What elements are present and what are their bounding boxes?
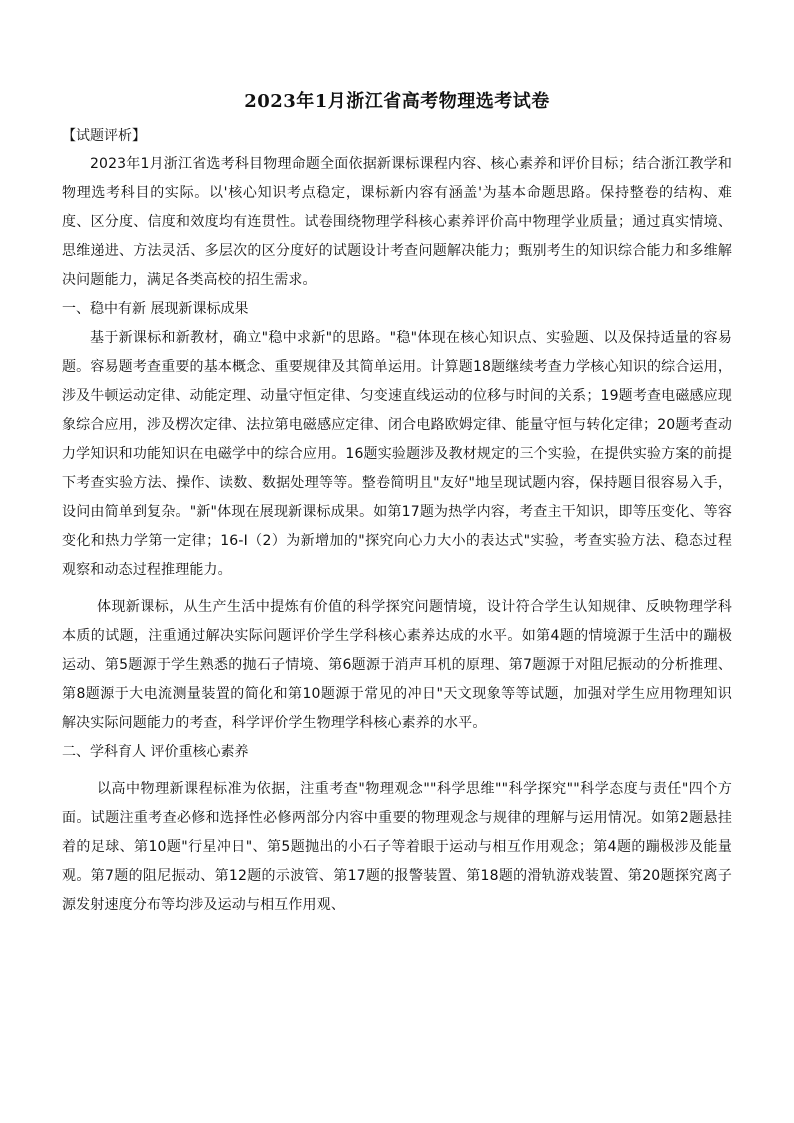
section1-paragraph-2: 体现新课标，从生产生活中提炼有价值的科学探究问题情境，设计符合学生认知规律、反映物理学科本质的试题，注重通过解决实际问题评价学生学科核心素养达成的水平。如第4题的情境源于生活中的蹦极运动、第5题源于学生熟悉的抛石子情境、第6题源于消声耳机的原理、第7题源于对阻尼振动的分析推理、第8题源于大电流测量装置的简化和第10题源于常见的冲日"天文现象等等试题，加强对学生应用物理知识解决实际问题能力的考查，科学评价学生物理学科核心素养的水平。: [62, 599, 732, 731]
section1-paragraph-1: 基于新课标和新教材，确立"稳中求新"的思路。"稳"体现在核心知识点、实验题、以及保持适量的容易题。容易题考查重要的基本概念、重要规律及其简单运用。计算题18题继续考查力学核心知识的综合运用，涉及牛顿运动定律、动能定理、动量守恒定律、匀变速直线运动的位移与时间的关系；19题考查电磁感应现象综合应用，涉及楞次定律、法拉第电磁感应定律、闭合电路欧姆定律、能量守恒与转化定律；20题考查动力学知识和功能知识在电磁学中的综合应用。16题实验题涉及教材规定的三个实验，在提供实验方案的前提下考查实验方法、操作、读数、数据处理等等。整卷简明且"友好"地呈现试题内容，保持题目很容易入手，设问由简单到复杂。"新"体现在展现新课标成果。如第17题为热学内容，考查主干知识，即等压变化、等容变化和热力学第一定律；16-I（2）为新增加的"探究向心力大小的表达式"实验，考查实验方法、稳态过程观察和动态过程推理能力。: [62, 330, 732, 578]
page-title: 2023年1月浙江省高考物理选考试卷: [244, 91, 550, 112]
section-heading-1: 一、稳中有新 展现新课标成果: [62, 301, 249, 317]
section-heading-2: 二、学科育人 评价重核心素养: [62, 744, 249, 760]
intro-paragraph: 2023年1月浙江省选考科目物理命题全面依据新课标课程内容、核心素养和评价目标；结合浙江教学和物理选考科目的实际。以'核心知识考点稳定，课标新内容有涵盖'为基本命题思路。保持整卷的结构、难度、区分度、信度和效度均有连贯性。试卷围绕物理学科核心素养评价高中物理学业质量；通过真实情境、思维递进、方法灵活、多层次的区分度好的试题设计考查问题解决能力；甄别考生的知识综合能力和多维解决问题能力，满足各类高校的招生需求。: [62, 156, 732, 288]
review-label: 【试题评析】: [62, 128, 146, 144]
section2-paragraph-1: 以高中物理新课程标准为依据，注重考查"物理观念""科学思维""科学探究""科学态度与责任"四个方面。试题注重考查必修和选择性必修两部分内容中重要的物理观念与规律的理解与运用情况。如第2题悬挂着的足球、第10题"行星冲日"、第5题抛出的小石子等着眼于运动与相互作用观念；第4题的蹦极涉及能量观。第7题的阻尼振动、第12题的示波管、第17题的报警装置、第18题的滑轨游戏装置、第20题探究离子源发射速度分布等均涉及运动与相互作用观、: [62, 781, 732, 913]
